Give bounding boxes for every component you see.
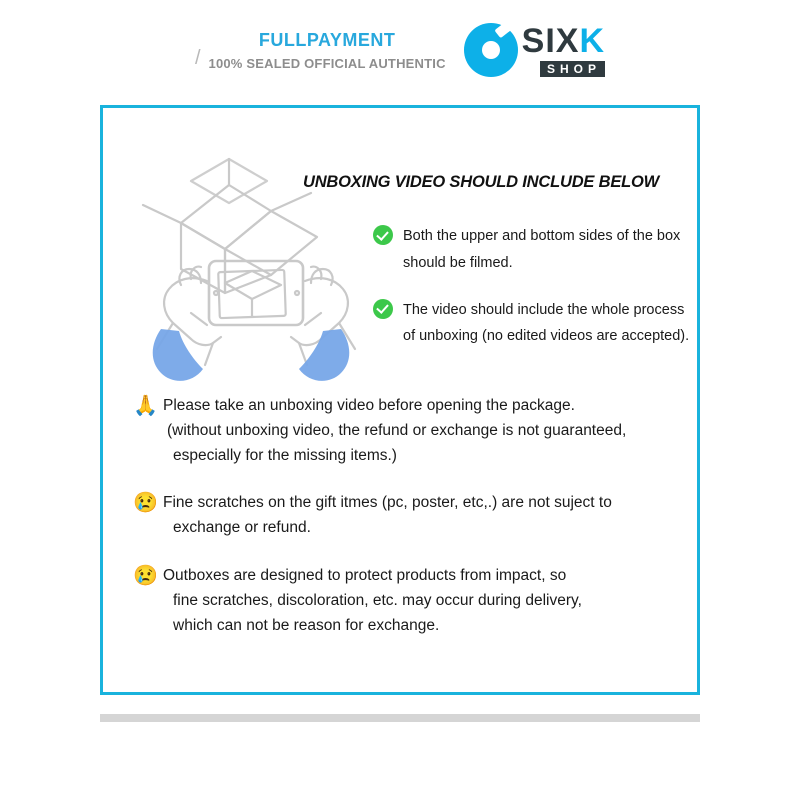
- sealed-authentic-label: 100% SEALED OFFICIAL AUTHENTIC: [208, 55, 446, 71]
- logo-six-text: SIX: [521, 21, 580, 60]
- left-glove-shape: [153, 329, 203, 381]
- list-item: [373, 223, 693, 277]
- check-list: [373, 223, 693, 370]
- note-item: [133, 563, 678, 638]
- note-line-2: fine scratches, discoloration, etc. may occur during delivery,: [173, 591, 582, 609]
- fullpayment-label: FULLPAYMENT: [258, 29, 396, 50]
- note-item: [133, 490, 678, 540]
- check-item-text: The video should include the whole process of unboxing (no edited videos are accepted).: [403, 301, 690, 345]
- logo-shop-text: SHOP: [540, 61, 605, 77]
- check-item-text: Both the upper and bottom sides of the box should be filmed.: [403, 228, 681, 271]
- logo-k-text: K: [579, 21, 606, 60]
- notes-list: [133, 393, 678, 660]
- check-circle-icon: [373, 299, 393, 319]
- slash-divider: /: [194, 46, 201, 69]
- list-item: [373, 297, 693, 351]
- folded-hands-emoji: 🙏: [133, 395, 158, 417]
- note-line-1: Fine scratches on the gift itmes (pc, poster, etc,.) are not suject to: [163, 494, 612, 512]
- note-body: [163, 563, 582, 638]
- note-body: [163, 490, 612, 540]
- note-line-3: which can not be reason for exchange.: [173, 616, 440, 634]
- payment-block: [195, 30, 446, 71]
- note-body: [163, 393, 626, 468]
- note-line-2: exchange or refund.: [173, 519, 311, 537]
- note-item: [133, 393, 678, 468]
- header-inner: [195, 23, 605, 77]
- logo-circle-icon: [464, 23, 518, 77]
- card-title: UNBOXING VIDEO SHOULD INCLUDE BELOW: [303, 173, 660, 191]
- page-header: [0, 0, 800, 100]
- logo-sixk-text: [521, 21, 606, 60]
- check-circle-icon: [373, 225, 393, 245]
- logo-wordmark: [521, 21, 606, 77]
- right-glove-shape: [299, 329, 349, 381]
- note-line-2: (without unboxing video, the refund or exchange is not guaranteed,: [167, 422, 627, 440]
- note-line-3: especially for the missing items.): [173, 447, 397, 465]
- unboxing-policy-card: [100, 105, 700, 695]
- sixk-shop-logo: [464, 23, 605, 77]
- note-line-1: Please take an unboxing video before opening the package.: [163, 397, 575, 414]
- logo-notch-icon: [494, 22, 511, 38]
- crying-face-emoji: 😢: [133, 564, 158, 587]
- payment-texts: [209, 30, 446, 71]
- bottom-divider-bar: [100, 714, 700, 722]
- note-line-1: Outboxes are designed to protect products from impact, so: [163, 566, 567, 584]
- crying-face-emoji: 😢: [133, 492, 158, 515]
